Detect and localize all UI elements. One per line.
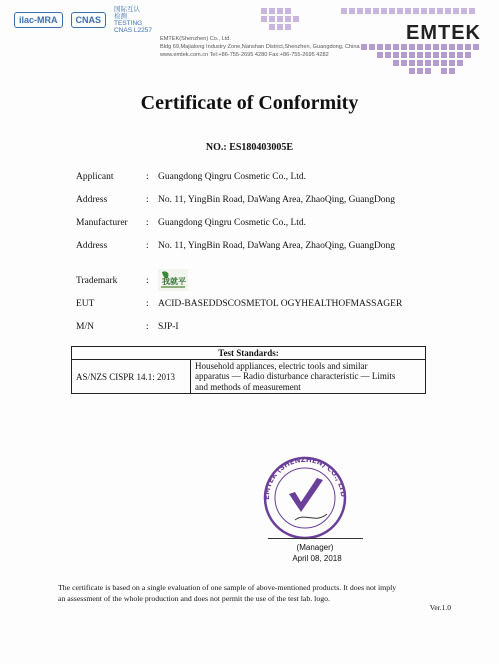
company-contact (160, 36, 360, 59)
field-label: M/N (76, 322, 94, 332)
footnote-line: an assessment of the whole production and does not permit the use of the test lab. logo. (58, 594, 330, 604)
accreditation-logos (14, 6, 152, 35)
standard-code: AS/NZS CISPR 14.1: 2013 (72, 360, 191, 394)
field-label: Address (76, 195, 108, 205)
issue-date: April 08, 2018 (292, 554, 342, 563)
cnas-line: 国际互认 (114, 6, 141, 13)
field-label: Manufacturer (76, 218, 128, 228)
field-value: Guangdong Qingru Cosmetic Co., Ltd. (158, 218, 307, 228)
field-label: Applicant (76, 172, 114, 182)
field-value: No. 11, YingBin Road, DaWang Area, ZhaoQing, GuangDong (158, 241, 396, 251)
field-label: Address (76, 241, 108, 251)
certificate-number: NO.: ES180403005E (205, 142, 294, 153)
field-colon: : (146, 218, 149, 228)
company-name-line: EMTEK(Shenzhen) Co., Ltd. (160, 36, 231, 42)
field-value: No. 11, YingBin Road, DaWang Area, ZhaoQing, GuangDong (158, 195, 396, 205)
letterhead (0, 0, 499, 90)
version-label: Ver.1.0 (429, 603, 451, 612)
emtek-brand-logo: EMTEK (406, 22, 481, 44)
company-address-line: Bldg 69,Majialong Industry Zone,Nanshan District,Shenzhen, Guangdong, China (160, 43, 360, 50)
standard-description-line: Household appliances, electric tools and similar (195, 361, 368, 371)
page-title: Certificate of Conformity (140, 92, 359, 114)
field-colon: : (146, 299, 149, 309)
field-value: ACID-BASEDDSCOSMETOL OGYHEALTHOFMASSAGER (158, 299, 403, 309)
footnote-line: The certificate is based on a single evaluation of one sample of above-mentioned products. It does not imply (58, 583, 397, 592)
svg-text:EMTEK (SHENZHEN) CO., LTD. (255, 450, 347, 500)
field-label: EUT (76, 299, 95, 309)
field-colon: : (146, 172, 149, 182)
standard-description-line: apparatus — Radio disturbance characteristic — Limits (195, 371, 396, 382)
cnas-accreditation-text (114, 6, 152, 35)
field-value: Guangdong Qingru Cosmetic Co., Ltd. (158, 172, 307, 182)
signatory-role: (Manager) (296, 543, 334, 552)
cnas-line: TESTING (114, 20, 143, 28)
test-standards-header: Test Standards: (72, 347, 426, 360)
cnas-line: 检测 (114, 13, 128, 21)
field-colon: : (146, 322, 149, 332)
svg-text:我就平: 我就平 (162, 277, 186, 286)
field-label: Trademark (76, 276, 118, 286)
field-colon: : (146, 276, 149, 286)
company-phone-line: www.emtek.com.cn Tel:+86-755-2695 4280 Fax:+86-755-2695 4282 (160, 51, 329, 58)
ilac-logo: ilac-MRA (14, 12, 63, 28)
seal-text: EMTEK (SHENZHEN) CO., LTD (262, 455, 348, 500)
standard-description-line: and methods of measurement (195, 381, 301, 392)
certificate-footnote (58, 582, 458, 605)
test-standards-table (71, 346, 426, 394)
cnas-logo: CNAS (71, 12, 107, 28)
standard-description (191, 360, 426, 394)
cnas-line: CNAS L2257 (114, 27, 152, 35)
field-value: SJP-I (158, 322, 179, 332)
field-colon: : (146, 241, 149, 251)
field-colon: : (146, 195, 149, 205)
company-seal-stamp (255, 450, 355, 540)
trademark-logo-icon (158, 269, 188, 291)
signature-line (268, 538, 363, 539)
